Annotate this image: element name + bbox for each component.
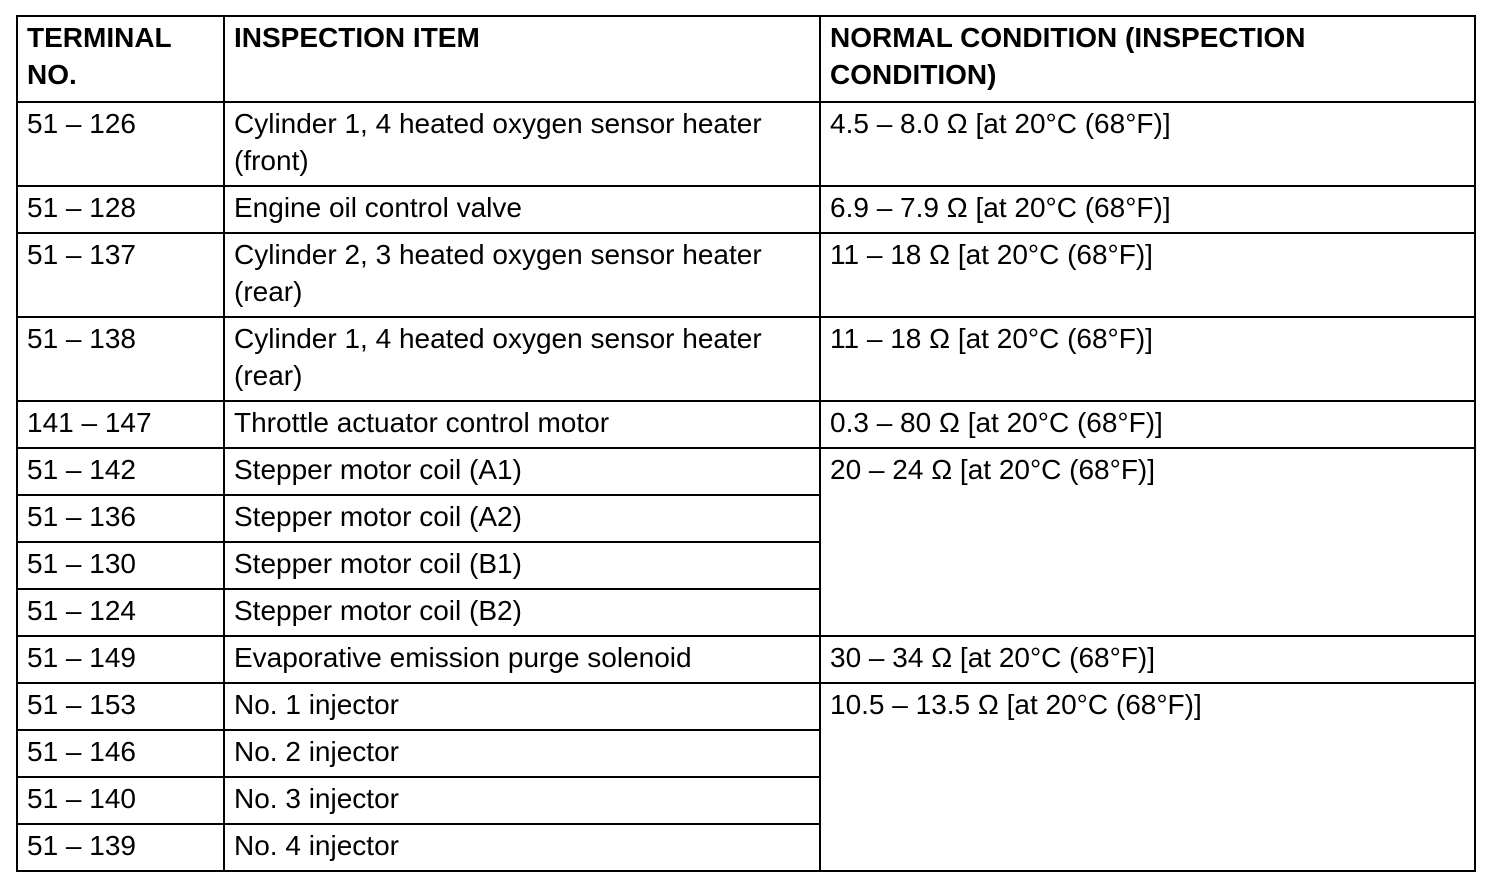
table-row	[17, 186, 1475, 233]
terminal-cell: 51 – 142	[17, 448, 224, 495]
inspection-table	[16, 15, 1476, 872]
table-row	[17, 448, 1475, 495]
terminal-cell: 51 – 126	[17, 102, 224, 186]
terminal-cell: 51 – 124	[17, 589, 224, 636]
condition-cell: 6.9 – 7.9 Ω [at 20°C (68°F)]	[820, 186, 1475, 233]
terminal-cell: 51 – 128	[17, 186, 224, 233]
terminal-cell: 51 – 149	[17, 636, 224, 683]
terminal-cell: 51 – 137	[17, 233, 224, 317]
item-cell: Stepper motor coil (B1)	[224, 542, 820, 589]
item-cell: Engine oil control valve	[224, 186, 820, 233]
header-inspection-item: INSPECTION ITEM	[224, 16, 820, 102]
item-cell: Evaporative emission purge solenoid	[224, 636, 820, 683]
header-terminal-no: TERMINAL NO.	[17, 16, 224, 102]
condition-cell: 20 – 24 Ω [at 20°C (68°F)]	[820, 448, 1475, 636]
condition-cell: 10.5 – 13.5 Ω [at 20°C (68°F)]	[820, 683, 1475, 871]
terminal-cell: 51 – 136	[17, 495, 224, 542]
item-cell: No. 2 injector	[224, 730, 820, 777]
item-cell: Cylinder 2, 3 heated oxygen sensor heater (rear)	[224, 233, 820, 317]
terminal-cell: 51 – 138	[17, 317, 224, 401]
table-header-row	[17, 16, 1475, 102]
item-cell: Cylinder 1, 4 heated oxygen sensor heater (front)	[224, 102, 820, 186]
table-row	[17, 317, 1475, 401]
item-cell: Stepper motor coil (A2)	[224, 495, 820, 542]
table-row	[17, 102, 1475, 186]
table-row	[17, 233, 1475, 317]
terminal-cell: 51 – 146	[17, 730, 224, 777]
terminal-cell: 51 – 130	[17, 542, 224, 589]
header-normal-condition: NORMAL CONDITION (INSPECTION CONDITION)	[820, 16, 1475, 102]
item-cell: No. 1 injector	[224, 683, 820, 730]
condition-cell: 0.3 – 80 Ω [at 20°C (68°F)]	[820, 401, 1475, 448]
condition-cell: 11 – 18 Ω [at 20°C (68°F)]	[820, 317, 1475, 401]
terminal-cell: 51 – 153	[17, 683, 224, 730]
condition-cell: 30 – 34 Ω [at 20°C (68°F)]	[820, 636, 1475, 683]
item-cell: No. 4 injector	[224, 824, 820, 871]
terminal-cell: 51 – 139	[17, 824, 224, 871]
item-cell: Throttle actuator control motor	[224, 401, 820, 448]
item-cell: Cylinder 1, 4 heated oxygen sensor heater (rear)	[224, 317, 820, 401]
item-cell: No. 3 injector	[224, 777, 820, 824]
condition-cell: 4.5 – 8.0 Ω [at 20°C (68°F)]	[820, 102, 1475, 186]
table-row	[17, 683, 1475, 730]
item-cell: Stepper motor coil (B2)	[224, 589, 820, 636]
table-row	[17, 401, 1475, 448]
condition-cell: 11 – 18 Ω [at 20°C (68°F)]	[820, 233, 1475, 317]
item-cell: Stepper motor coil (A1)	[224, 448, 820, 495]
terminal-cell: 51 – 140	[17, 777, 224, 824]
terminal-cell: 141 – 147	[17, 401, 224, 448]
table-row	[17, 636, 1475, 683]
